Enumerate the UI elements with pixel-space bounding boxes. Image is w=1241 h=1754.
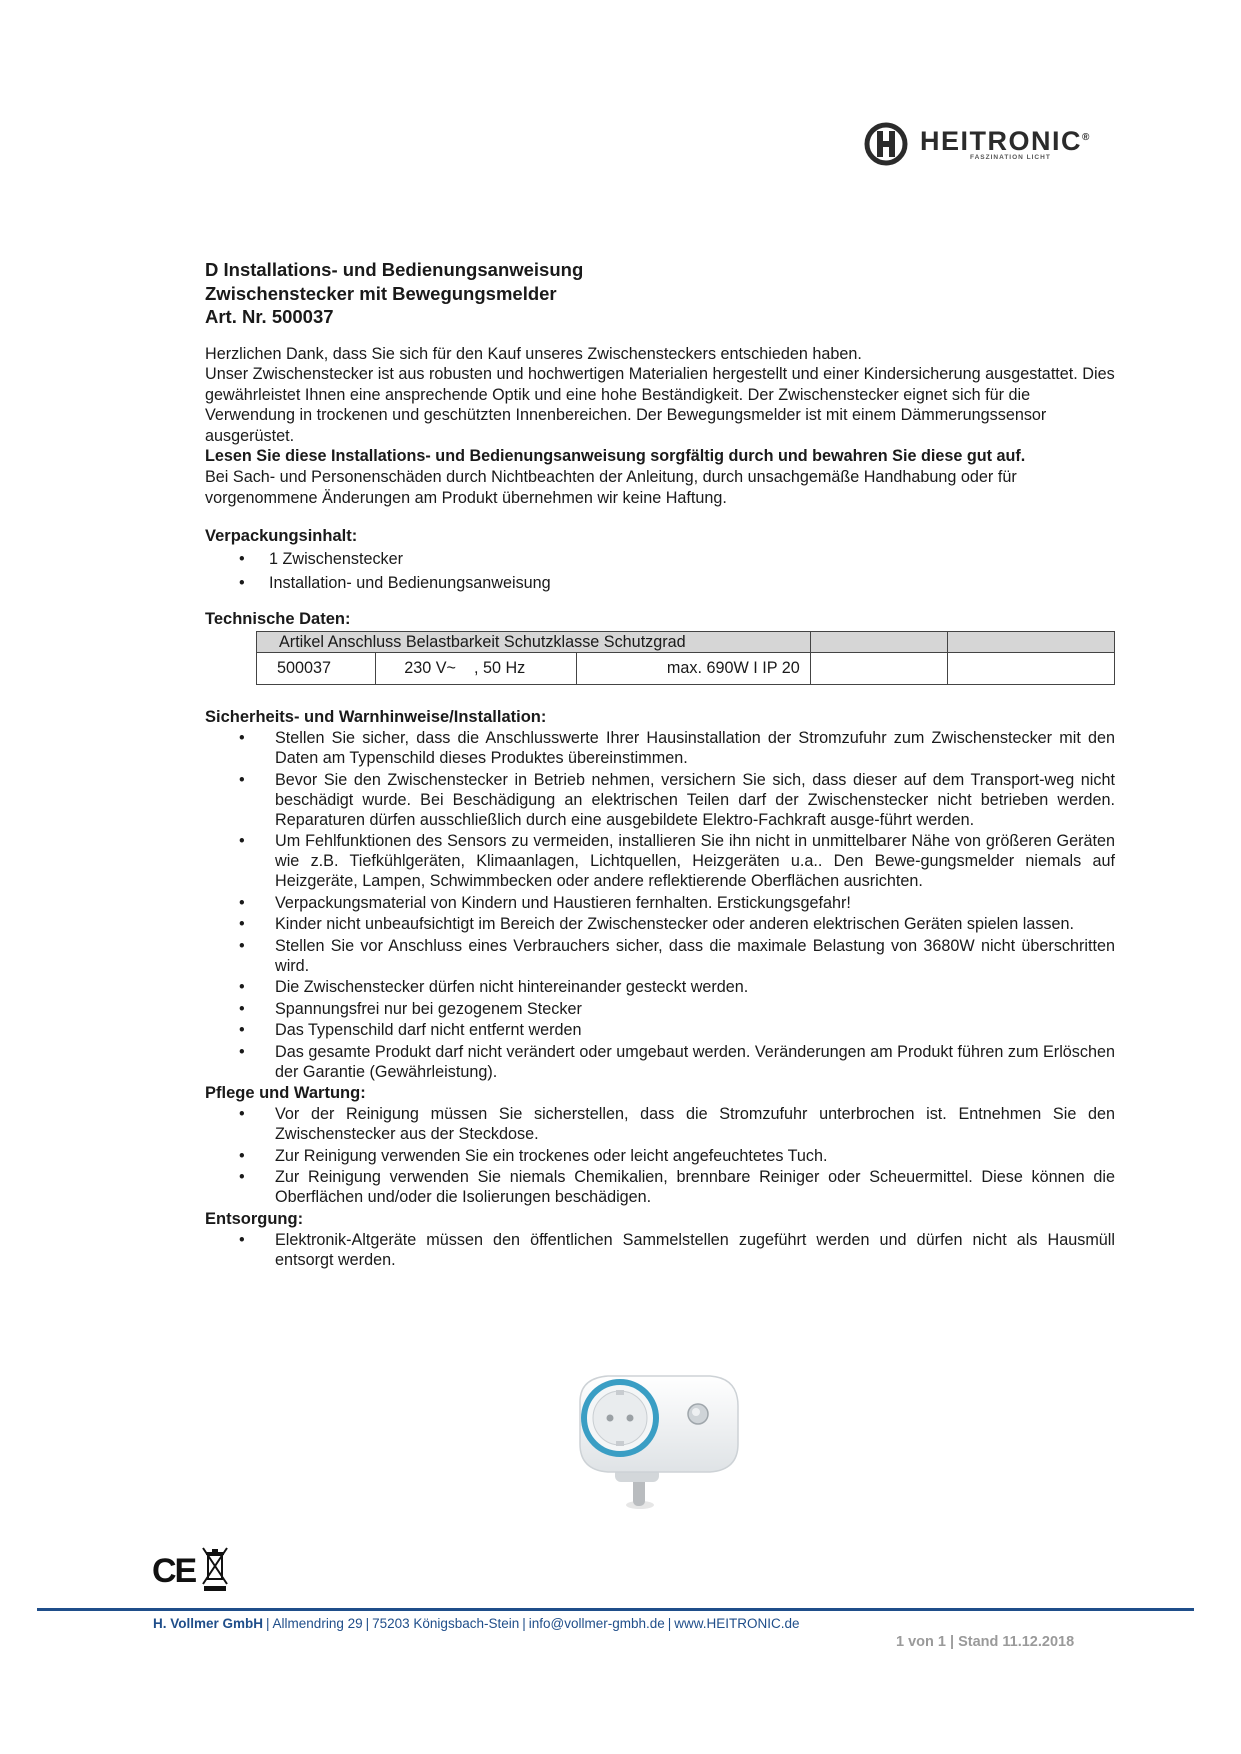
document-body <box>205 258 1115 1271</box>
intro <box>205 344 1115 509</box>
footer-street: Allmendring 29 <box>272 1616 363 1631</box>
list-item: • Vor der Reinigung müssen Sie sicherstellen, dass die Stromzufuhr unterbrochen ist. Entnehmen Sie den Zwischenstecker aus der Steckdose. <box>205 1104 1115 1144</box>
list-item: • Elektronik-Altgeräte müssen den öffentlichen Sammelstellen zugeführt werden und dürfen nicht als Hausmüll entsorgt werden. <box>205 1230 1115 1270</box>
footer-website[interactable]: www.HEITRONIC.de <box>674 1616 800 1631</box>
footer-company: H. Vollmer GmbH <box>153 1616 264 1631</box>
logo-wordmark: HEITRONIC® <box>920 126 1091 156</box>
table-cell-connection: 230 V~ , 50 Hz <box>376 653 577 685</box>
tech-section <box>205 609 1115 685</box>
care-heading: Pflege und Wartung: <box>205 1084 366 1103</box>
product-plug-image <box>560 1360 760 1520</box>
table-cell-load: max. 690W I IP 20 <box>577 653 810 685</box>
packaging-heading: Verpackungsinhalt: <box>205 527 358 546</box>
table-header-text: Artikel Anschluss Belastbarkeit Schutzklasse Schutzgrad <box>257 632 811 653</box>
list-item: • Stellen Sie sicher, dass die Anschlusswerte Ihrer Hausinstallation der Stromzufuhr zum Zwischenstecker mit den Daten am Typenschild dieses Produktes übereinstimmen. <box>205 728 1115 768</box>
document-title <box>205 258 1115 329</box>
table-header-cell <box>948 632 1115 653</box>
ce-mark: CE <box>152 1552 196 1590</box>
list-item: • Das Typenschild darf nicht entfernt werden <box>205 1020 1115 1040</box>
list-item: • Um Fehlfunktionen des Sensors zu vermeiden, installieren Sie ihn nicht in unmittelbarer Nähe von größeren Geräten wie z.B. Tiefkühlgeräten, Klimaanlagen, Lichtquellen, Heizgeräten u.a.. Den Bewe-gungsmelder niemals auf Heizgeräte, Lampen, Schwimmbecken oder andere reflektierende Oberflächen ausrichten. <box>205 831 1115 891</box>
packaging-section <box>205 526 1115 595</box>
table-header-row <box>257 632 1115 653</box>
disposal-heading: Entsorgung: <box>205 1209 304 1228</box>
list-item: • Spannungsfrei nur bei gezogenem Stecker <box>205 999 1115 1019</box>
list-item: • Installation- und Bedienungsanweisung <box>205 571 1115 595</box>
tech-table <box>256 631 1115 685</box>
table-header-cell <box>810 632 947 653</box>
list-item: • Die Zwischenstecker dürfen nicht hintereinander gesteckt werden. <box>205 977 1115 997</box>
disposal-section <box>205 1209 1115 1270</box>
list-item: • Kinder nicht unbeaufsichtigt im Bereich der Zwischenstecker oder anderen elektrischen Geräten spielen lassen. <box>205 914 1115 934</box>
intro-liability: Bei Sach- und Personenschäden durch Nichtbeachten der Anleitung, durch unsachgemäße Handhabung oder für vorgenommene Änderungen am Produkt übernehmen wir keine Haftung. <box>205 468 1017 507</box>
list-item: • 1 Zwischenstecker <box>205 547 1115 571</box>
table-cell <box>948 653 1115 685</box>
tech-heading: Technische Daten: <box>205 610 351 629</box>
packaging-list <box>205 547 1115 595</box>
intro-description: Unser Zwischenstecker ist aus robusten und hochwertigen Materialien hergestellt und einer Kindersicherung ausgestattet. Dies gewährleistet Ihnen eine ansprechende Optik und eine hohe Beständigkeit. Der Zwischenstecker eignet sich für die Verwendung in trockenen und geschützten Innenbereichen. Der Bewegungsmelder ist mit einem Dämmerungssensor ausgerüstet. <box>205 365 1115 445</box>
heitronic-logo-icon <box>864 122 908 166</box>
table-cell <box>810 653 947 685</box>
title-line-1: D Installations- und Bedienungsanweisung <box>205 259 584 280</box>
safety-section <box>205 707 1115 1082</box>
list-item: • Zur Reinigung verwenden Sie ein trockenes oder leicht angefeuchtetes Tuch. <box>205 1146 1115 1166</box>
list-item: • Das gesamte Produkt darf nicht verändert oder umgebaut werden. Veränderungen am Produkt führen zum Erlöschen der Garantie (Gewährleistung). <box>205 1042 1115 1082</box>
list-item: • Verpackungsmaterial von Kindern und Haustieren fernhalten. Erstickungsgefahr! <box>205 893 1115 913</box>
table-row <box>257 653 1115 685</box>
footer-divider <box>37 1608 1194 1611</box>
safety-heading: Sicherheits- und Warnhinweise/Installation: <box>205 708 547 727</box>
brand-logo <box>864 118 1114 168</box>
intro-thanks: Herzlichen Dank, dass Sie sich für den Kauf unseres Zwischensteckers entschieden haben. <box>205 344 862 363</box>
list-item: • Zur Reinigung verwenden Sie niemals Chemikalien, brennbare Reiniger oder Scheuermittel. Diese können die Oberflächen und/oder die Isolierungen beschädigen. <box>205 1167 1115 1207</box>
footer-email[interactable]: info@vollmer-gmbh.de <box>528 1616 665 1631</box>
page-info: 1 von 1 | Stand 11.12.2018 <box>896 1634 1075 1650</box>
logo-tagline: FASZINATION LICHT <box>970 154 1051 161</box>
title-line-3: Art. Nr. 500037 <box>205 306 334 327</box>
list-item: • Bevor Sie den Zwischenstecker in Betrieb nehmen, versichern Sie sich, dass dieser auf dem Transport-weg nicht beschädigt wurde. Bei Beschädigung an elektrischen Teilen darf der Zwischenstecker nicht betrieben werden. Reparaturen dürfen ausschließlich durch eine ausgebildete Elektro-Fachkraft ausge-führt werden. <box>205 770 1115 830</box>
care-section <box>205 1083 1115 1207</box>
safety-list <box>205 728 1115 1082</box>
care-list <box>205 1104 1115 1207</box>
intro-read-notice: Lesen Sie diese Installations- und Bedienungsanweisung sorgfältig durch und bewahren Sie diese gut auf. <box>205 447 1026 466</box>
footer-city: 75203 Königsbach-Stein <box>372 1616 520 1631</box>
title-line-2: Zwischenstecker mit Bewegungsmelder <box>205 282 557 304</box>
list-item: • Stellen Sie vor Anschluss eines Verbrauchers sicher, dass die maximale Belastung von 3680W nicht überschritten wird. <box>205 936 1115 976</box>
footer-address: H. Vollmer GmbH | Allmendring 29 | 75203 Königsbach-Stein | info@vollmer-gmbh.de | www.HEITRONIC.de <box>153 1616 800 1631</box>
table-cell-article: 500037 <box>257 653 376 685</box>
weee-bin-icon <box>202 1546 228 1592</box>
disposal-list <box>205 1230 1115 1270</box>
